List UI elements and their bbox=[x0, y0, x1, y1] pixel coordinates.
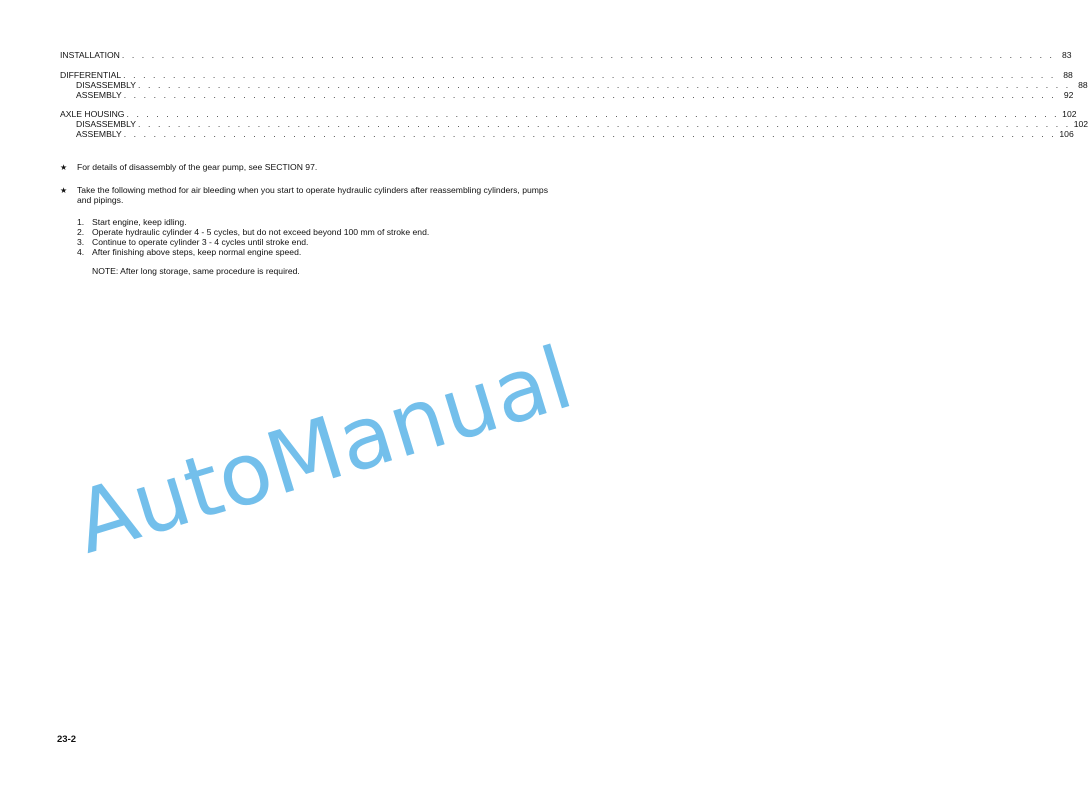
toc-page-number: 102 bbox=[1062, 109, 1077, 119]
star-bullet-icon: ★ bbox=[60, 186, 68, 195]
list-item bbox=[77, 247, 550, 257]
step-text: After finishing above steps, keep normal engine speed. bbox=[92, 247, 302, 257]
toc-title: AXLE HOUSING bbox=[60, 109, 125, 119]
star-bullet-icon: ★ bbox=[60, 163, 68, 172]
toc-page-number: 92 bbox=[1063, 90, 1074, 100]
toc-leader-dots: . . . . . . . . . . . . . . . . . . . . . . . . . . . . . . . . . . . . . . . . . . . . . . . . . . . . . . . . . . . . . . . . . . . . . . . . . . . . . . . . . . . . . . . . . . . . . . bbox=[138, 119, 1071, 129]
list-item bbox=[77, 217, 550, 227]
step-number: 2. bbox=[77, 227, 85, 237]
step-text: Start engine, keep idling. bbox=[92, 217, 187, 227]
toc-entry-axle-housing-assembly[interactable] bbox=[60, 129, 1074, 139]
toc-page-number: 83 bbox=[1061, 50, 1072, 60]
step-number: 4. bbox=[77, 247, 85, 257]
toc-title: ASSEMBLY bbox=[76, 129, 122, 139]
notes-section bbox=[60, 162, 550, 276]
step-number: 3. bbox=[77, 237, 85, 247]
toc-entry-axle-housing[interactable] bbox=[60, 109, 1077, 119]
toc-leader-dots: . . . . . . . . . . . . . . . . . . . . . . . . . . . . . . . . . . . . . . . . . . . . . . . . . . . . . . . . . . . . . . . . . . . . . . . . . . . . . . . . . . . . . . . . . . . . . . bbox=[123, 70, 1056, 80]
toc-title: DIFFERENTIAL bbox=[60, 70, 122, 80]
toc-entry-differential-disassembly[interactable] bbox=[60, 80, 1088, 90]
toc-title: DISASSEMBLY bbox=[76, 119, 137, 129]
toc-entry-installation[interactable] bbox=[60, 50, 1072, 60]
toc-leader-dots: . . . . . . . . . . . . . . . . . . . . . . . . . . . . . . . . . . . . . . . . . . . . . . . . . . . . . . . . . . . . . . . . . . . . . . . . . . . . . . . . . . . . . . . . . . . . . . bbox=[123, 129, 1057, 139]
toc-title: INSTALLATION bbox=[60, 50, 120, 60]
toc-page-number: 102 bbox=[1073, 119, 1088, 129]
toc-page-number: 88 bbox=[1078, 80, 1088, 90]
watermark bbox=[32, 268, 612, 574]
toc-page-number: 106 bbox=[1059, 129, 1074, 139]
toc-title: DISASSEMBLY bbox=[76, 80, 137, 90]
toc-leader-dots: . . . . . . . . . . . . . . . . . . . . . . . . . . . . . . . . . . . . . . . . . . . . . . . . . . . . . . . . . . . . . . . . . . . . . . . . . . . . . . . . . . . . . . . . . . . . . . bbox=[126, 109, 1060, 119]
storage-note: NOTE: After long storage, same procedure is required. bbox=[92, 266, 300, 276]
note-text: For details of disassembly of the gear pump, see SECTION 97. bbox=[77, 162, 318, 172]
step-number: 1. bbox=[77, 217, 85, 227]
toc-leader-dots: . . . . . . . . . . . . . . . . . . . . . . . . . . . . . . . . . . . . . . . . . . . . . . . . . . . . . . . . . . . . . . . . . . . . . . . . . . . . . . . . . . . . . . . . . . . . . . bbox=[123, 90, 1057, 100]
toc-entry-differential-assembly[interactable] bbox=[60, 90, 1074, 100]
note-text: Take the following method for air bleeding when you start to operate hydraulic cylinders after reassembling cylinders, pumps and pipings. bbox=[77, 185, 548, 205]
list-item bbox=[77, 227, 550, 237]
page-code: 23-2 bbox=[57, 734, 77, 745]
step-text: Continue to operate cylinder 3 - 4 cycles until stroke end. bbox=[92, 237, 309, 247]
air-bleeding-steps bbox=[77, 217, 550, 257]
toc-entry-differential[interactable] bbox=[60, 70, 1073, 80]
toc-title: ASSEMBLY bbox=[76, 90, 122, 100]
note-gear-pump bbox=[60, 162, 550, 172]
note-air-bleeding bbox=[60, 185, 550, 205]
toc-leader-dots: . . . . . . . . . . . . . . . . . . . . . . . . . . . . . . . . . . . . . . . . . . . . . . . . . . . . . . . . . . . . . . . . . . . . . . . . . . . . . . . . . . . . . . . . . . . . . . bbox=[138, 80, 1071, 90]
step-text: Operate hydraulic cylinder 4 - 5 cycles, but do not exceed beyond 100 mm of stroke end. bbox=[92, 227, 430, 237]
toc-page-number: 88 bbox=[1063, 70, 1073, 80]
toc-leader-dots: . . . . . . . . . . . . . . . . . . . . . . . . . . . . . . . . . . . . . . . . . . . . . . . . . . . . . . . . . . . . . . . . . . . . . . . . . . . . . . . . . . . . . . . . . . . . . . bbox=[121, 50, 1055, 60]
toc-entry-axle-housing-disassembly[interactable] bbox=[60, 119, 1088, 129]
table-of-contents bbox=[60, 50, 1088, 139]
watermark-text: AutoManual bbox=[64, 328, 584, 574]
list-item bbox=[77, 237, 550, 247]
